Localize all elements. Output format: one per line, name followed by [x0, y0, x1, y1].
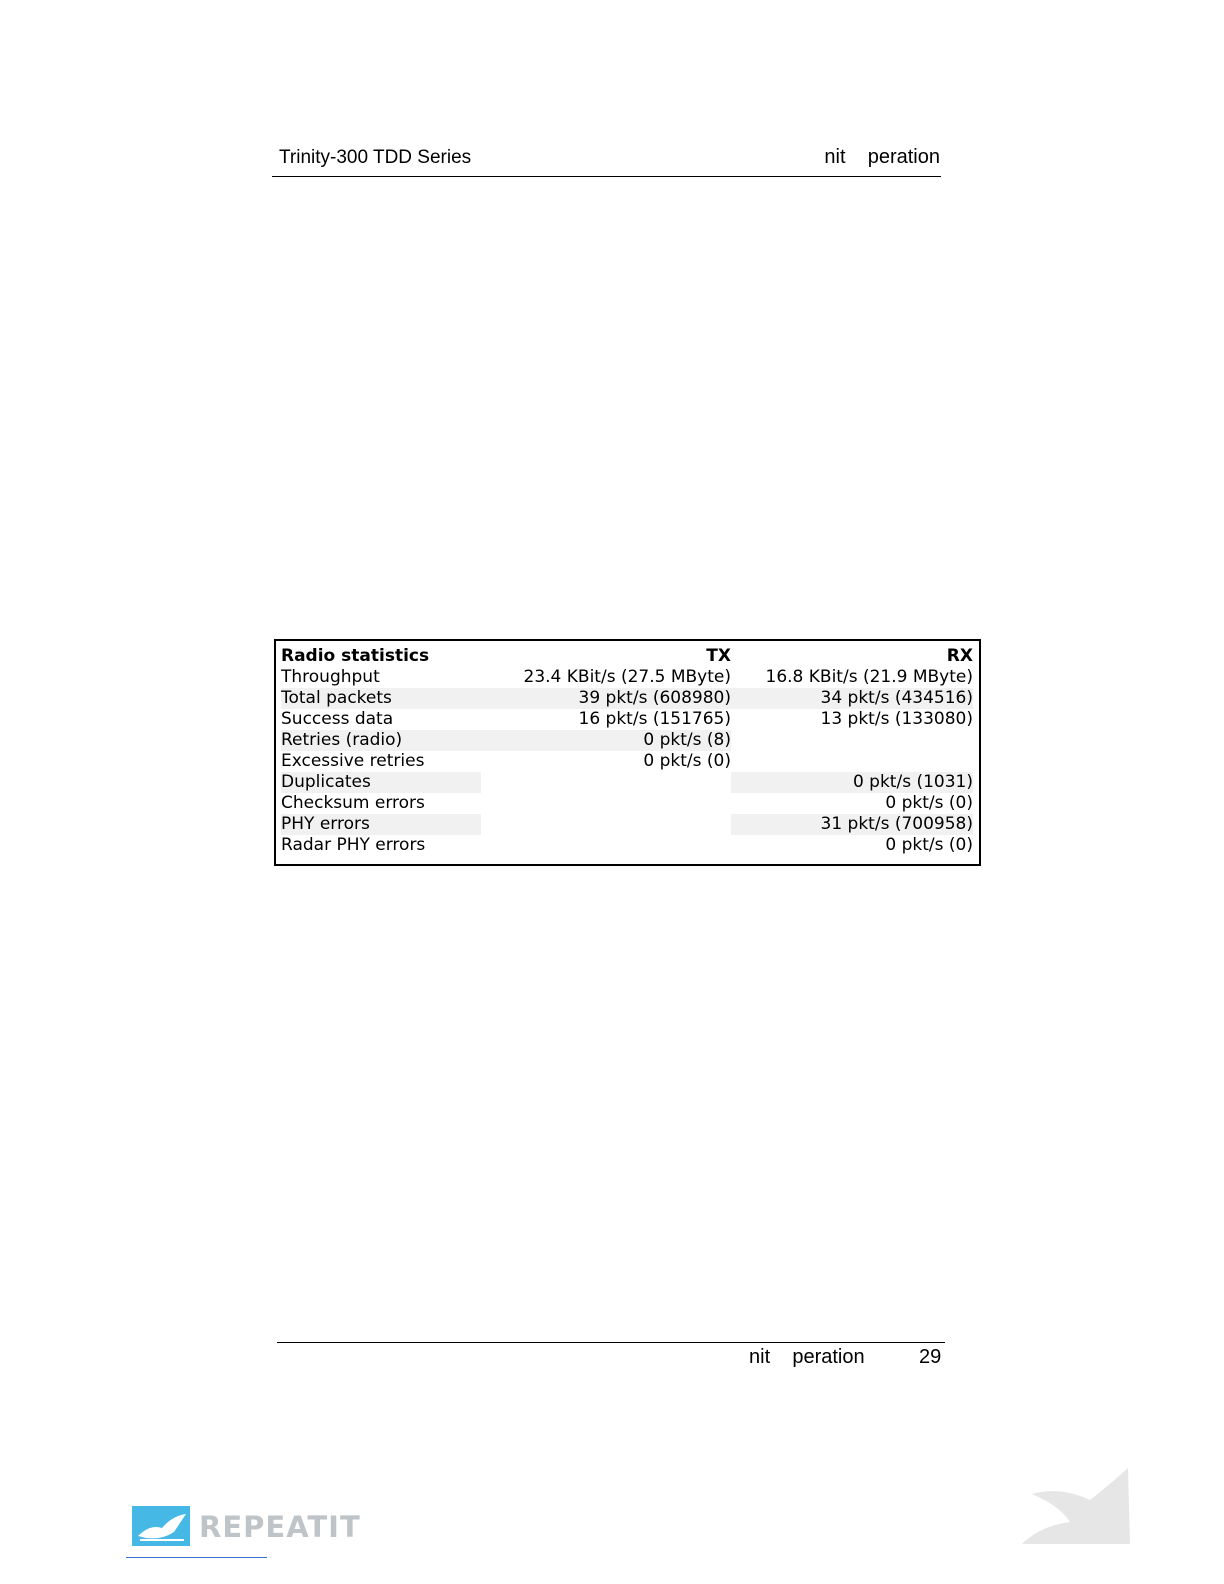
table-row	[281, 667, 973, 688]
row-label: PHY errors	[281, 814, 481, 835]
row-label: Total packets	[281, 688, 481, 709]
row-label: Duplicates	[281, 772, 481, 793]
tx-value	[481, 835, 731, 856]
row-label: Checksum errors	[281, 793, 425, 813]
table-row	[281, 688, 973, 709]
tx-value: 0 pkt/s (8)	[481, 730, 731, 751]
bird-watermark-icon	[1020, 1466, 1132, 1546]
header-rule	[272, 176, 941, 177]
rx-value: 0 pkt/s (0)	[885, 835, 973, 855]
page-number: 29	[919, 1346, 942, 1368]
footer-rule	[277, 1342, 945, 1343]
bird-logo-icon	[132, 1506, 190, 1546]
rx-value: 16.8 KBit/s (21.9 MByte)	[765, 667, 973, 687]
tx-value: 39 pkt/s (608980)	[481, 688, 731, 709]
radio-statistics-table	[281, 646, 973, 856]
radio-statistics-panel	[274, 639, 981, 866]
row-label: Success data	[281, 709, 394, 729]
column-header-rx: RX	[946, 646, 973, 666]
header-section: nit peration	[824, 146, 940, 168]
footer-section: nit peration	[749, 1346, 865, 1368]
column-header-tx: TX	[706, 646, 731, 666]
table-row	[281, 751, 973, 772]
logo-underline	[126, 1557, 267, 1558]
table-row	[281, 709, 973, 730]
tx-value	[481, 772, 731, 793]
tx-value	[481, 793, 731, 814]
brand-logo-text: REPEATIT	[199, 1510, 361, 1544]
rx-value	[731, 730, 973, 751]
row-label: Excessive retries	[281, 751, 425, 771]
rx-value: 0 pkt/s (0)	[885, 793, 973, 813]
header-doc-title: Trinity-300 TDD Series	[279, 147, 472, 168]
row-label: Radar PHY errors	[281, 835, 426, 855]
tx-value: 0 pkt/s (0)	[643, 751, 731, 771]
rx-value: 13 pkt/s (133080)	[820, 709, 973, 729]
rx-value: 34 pkt/s (434516)	[731, 688, 973, 709]
table-header-row	[281, 646, 973, 667]
rx-value	[731, 751, 973, 772]
table-heading: Radio statistics	[281, 646, 430, 666]
rx-value: 0 pkt/s (1031)	[731, 772, 973, 793]
table-row	[281, 772, 973, 793]
tx-value: 23.4 KBit/s (27.5 MByte)	[523, 667, 731, 687]
table-row	[281, 835, 973, 856]
tx-value	[481, 814, 731, 835]
table-row	[281, 730, 973, 751]
tx-value: 16 pkt/s (151765)	[578, 709, 731, 729]
table-row	[281, 793, 973, 814]
row-label: Retries (radio)	[281, 730, 481, 751]
row-label: Throughput	[281, 667, 380, 687]
rx-value: 31 pkt/s (700958)	[731, 814, 973, 835]
table-row	[281, 814, 973, 835]
